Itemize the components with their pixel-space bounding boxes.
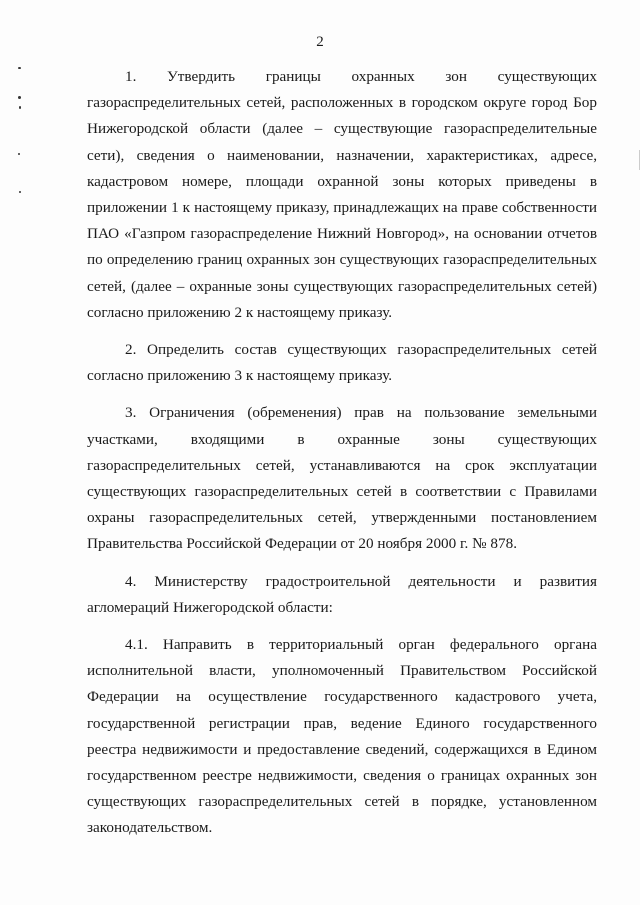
document-body [87,64,597,853]
scan-speck [18,153,20,155]
scan-speck [19,191,21,193]
paragraph-1: 1. Утвердить границы охранных зон существующих газораспределительных сетей, расположенных в городском округе город Бор Нижегородской области (далее – существующие газораспределительные сети), сведения о наименовании, назначении, характеристиках, адресе, кадастровом номере, площади охранной зоны которых приведены в приложении 1 к настоящему приказу, принадлежащих на праве собственности ПАО «Газпром газораспределение Нижний Новгород», на основании отчетов по определению границ охранных зон существующих газораспределительных сетей, (далее – охранные зоны существующих газораспределительных сетей) согласно приложению 2 к настоящему приказу. [87,68,597,321]
paragraph-4-1: 4.1. Направить в территориальный орган федерального органа исполнительной власти, уполномоченный Правительством Российской Федерации на осуществление государственного кадастрового учета, государственной регистрации прав, ведение Единого государственного реестра недвижимости и предоставление сведений, содержащихся в Едином государственном реестре недвижимости, сведения о границах охранных зон существующих газораспределительных сетей в порядке, установленном законодательством. [87,636,597,837]
scan-speck [18,67,21,69]
scan-speck [18,96,21,99]
scan-speck [19,106,21,109]
paragraph-4: 4. Министерству градостроительной деятельности и развития агломераций Нижегородской области: [87,572,597,616]
paragraph-2: 2. Определить состав существующих газораспределительных сетей согласно приложению 3 к настоящему приказу. [87,341,597,385]
page-number: 2 [316,34,324,50]
paragraph-3: 3. Ограничения (обременения) прав на пользование земельными участками, входящими в охранные зоны существующих газораспределительных сетей, устанавливаются на срок эксплуатации существующих газораспределительных сетей в соответствии с Правилами охраны газораспределительных сетей, утвержденными постановлением Правительства Российской Федерации от 20 ноября 2000 г. № 878. [87,404,597,553]
